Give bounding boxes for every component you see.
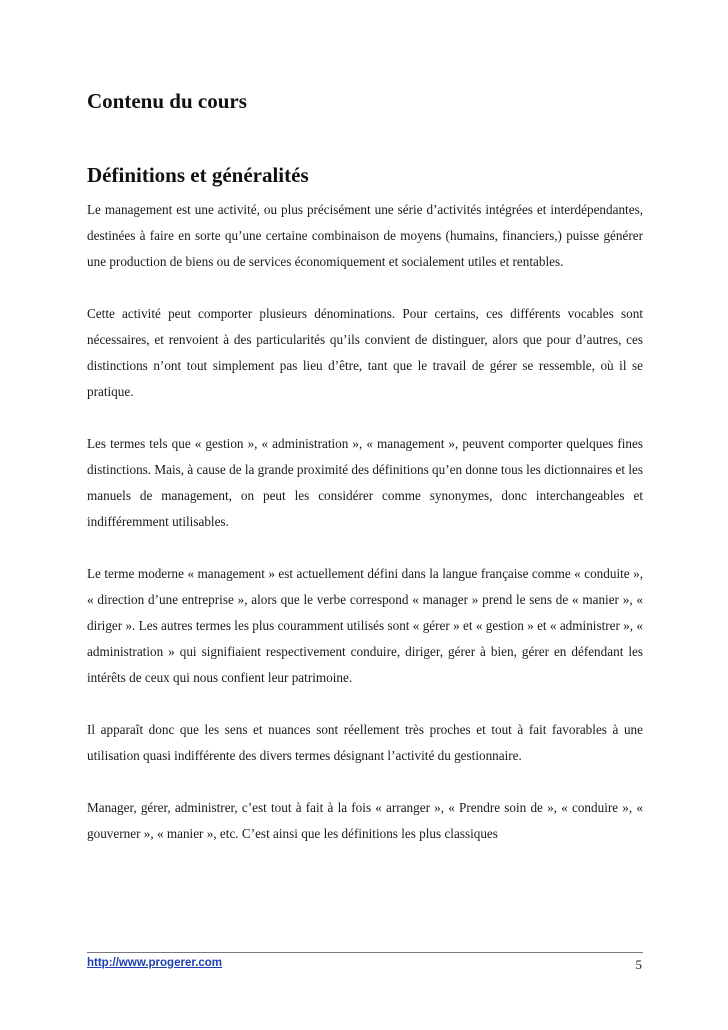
- paragraph-management-definition: Le management est une activité, ou plus précisément une série d’activités intégrées et interdépendantes, destinées à faire en sorte qu’une certaine combinaison de moyens (humains, financiers,) puisse générer une production de biens ou de services économiquement et socialement utiles et rentables.: [87, 202, 643, 269]
- definitions-heading: Définitions et généralités: [87, 163, 309, 187]
- paragraph-terms: Les termes tels que « gestion », « administration », « management », peuvent comporter quelques fines distinctions. Mais, à cause de la grande proximité des définitions qu’en donne tous les dictionnaires et les manuels de management, on peut les considérer comme synonymes, donc interchangeables et indifféremment utilisables.: [87, 436, 643, 529]
- paragraph-meanings: Il apparaît donc que les sens et nuances sont réellement très proches et tout à fait favorables à une utilisation quasi indifférente des divers termes désignant l’activité du gestionnaire.: [87, 722, 643, 763]
- paragraph-manager-verbs: Manager, gérer, administrer, c’est tout à fait à la fois « arranger », « Prendre soin de », « conduire », « gouverner », « manier », etc. C’est ainsi que les définitions les plus classiques: [87, 800, 643, 841]
- paragraph-denominations: Cette activité peut comporter plusieurs dénominations. Pour certains, ces différents vocables sont nécessaires, et renvoient à des particularités qu’ils convient de distinguer, alors que pour d’autres, ces distinctions n’ont tout simplement pas lieu d’être, tant que le travail de gérer se ressemble, où il se pratique.: [87, 306, 643, 399]
- paragraph-modern-term: Le terme moderne « management » est actuellement défini dans la langue française comme « conduite », « direction d’une entreprise », alors que le verbe correspond « manager » prend le sens de « manier », « diriger ». Les autres termes les plus couramment utilisés sont « gérer » et « gestion » et « administrer », « administration » qui signifiaient respectivement conduire, diriger, gérer à bien, gérer en défendant les intérêts de ceux qui nous confient leur patrimoine.: [87, 566, 643, 685]
- footer-divider: [87, 952, 643, 953]
- footer-website-link[interactable]: http://www.progerer.com: [87, 957, 223, 969]
- course-content-heading: Contenu du cours: [87, 89, 247, 113]
- page-number: 5: [635, 957, 642, 972]
- body-text: [87, 197, 643, 873]
